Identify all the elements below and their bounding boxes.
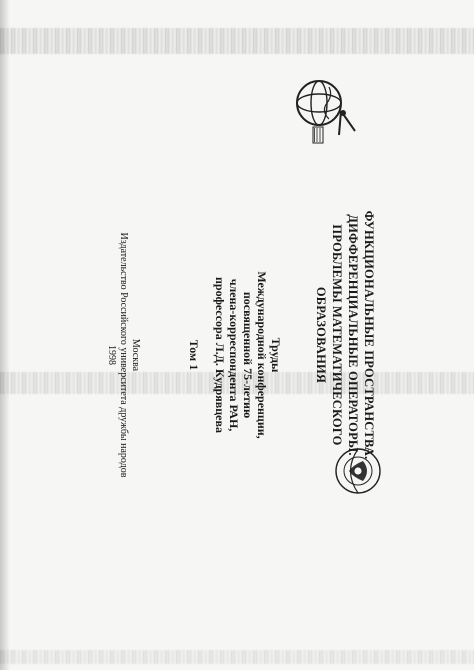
title-line: ФУНКЦИОНАЛЬНЫЕ ПРОСТРАНСТВА. bbox=[362, 210, 376, 460]
volume-label: Том 1 bbox=[187, 339, 201, 371]
title-line: ДИФФЕРЕНЦИАЛЬНЫЕ ОПЕРАТОРЫ. bbox=[346, 214, 360, 456]
publisher-logo-icon bbox=[285, 73, 359, 147]
proceedings-line: посвященной 75-летию bbox=[241, 291, 255, 419]
title-page-content bbox=[57, 55, 417, 615]
proceedings-line: члена-корреспондента РАН, bbox=[227, 278, 241, 432]
proceedings-line: Международной конференции, bbox=[255, 271, 269, 439]
imprint-city: Москва bbox=[130, 338, 141, 372]
imprint-publisher: Издательство Российского университета дружбы народов bbox=[118, 232, 129, 478]
scan-edge-shadow bbox=[0, 0, 10, 670]
title-line: ОБРАЗОВАНИЯ bbox=[314, 286, 328, 384]
imprint bbox=[105, 195, 141, 515]
scan-noise-top bbox=[0, 28, 474, 54]
proceedings-line: профессора Л.Д. Кудрявцева bbox=[213, 277, 227, 433]
proceedings-line: Труды bbox=[269, 337, 283, 373]
imprint-year: 1998 bbox=[106, 345, 117, 365]
book-title bbox=[313, 205, 377, 465]
scan-noise-bottom bbox=[0, 650, 474, 664]
title-line: ПРОБЛЕМЫ МАТЕМАТИЧЕСКОГО bbox=[330, 224, 344, 446]
proceedings-subtitle bbox=[213, 205, 283, 505]
